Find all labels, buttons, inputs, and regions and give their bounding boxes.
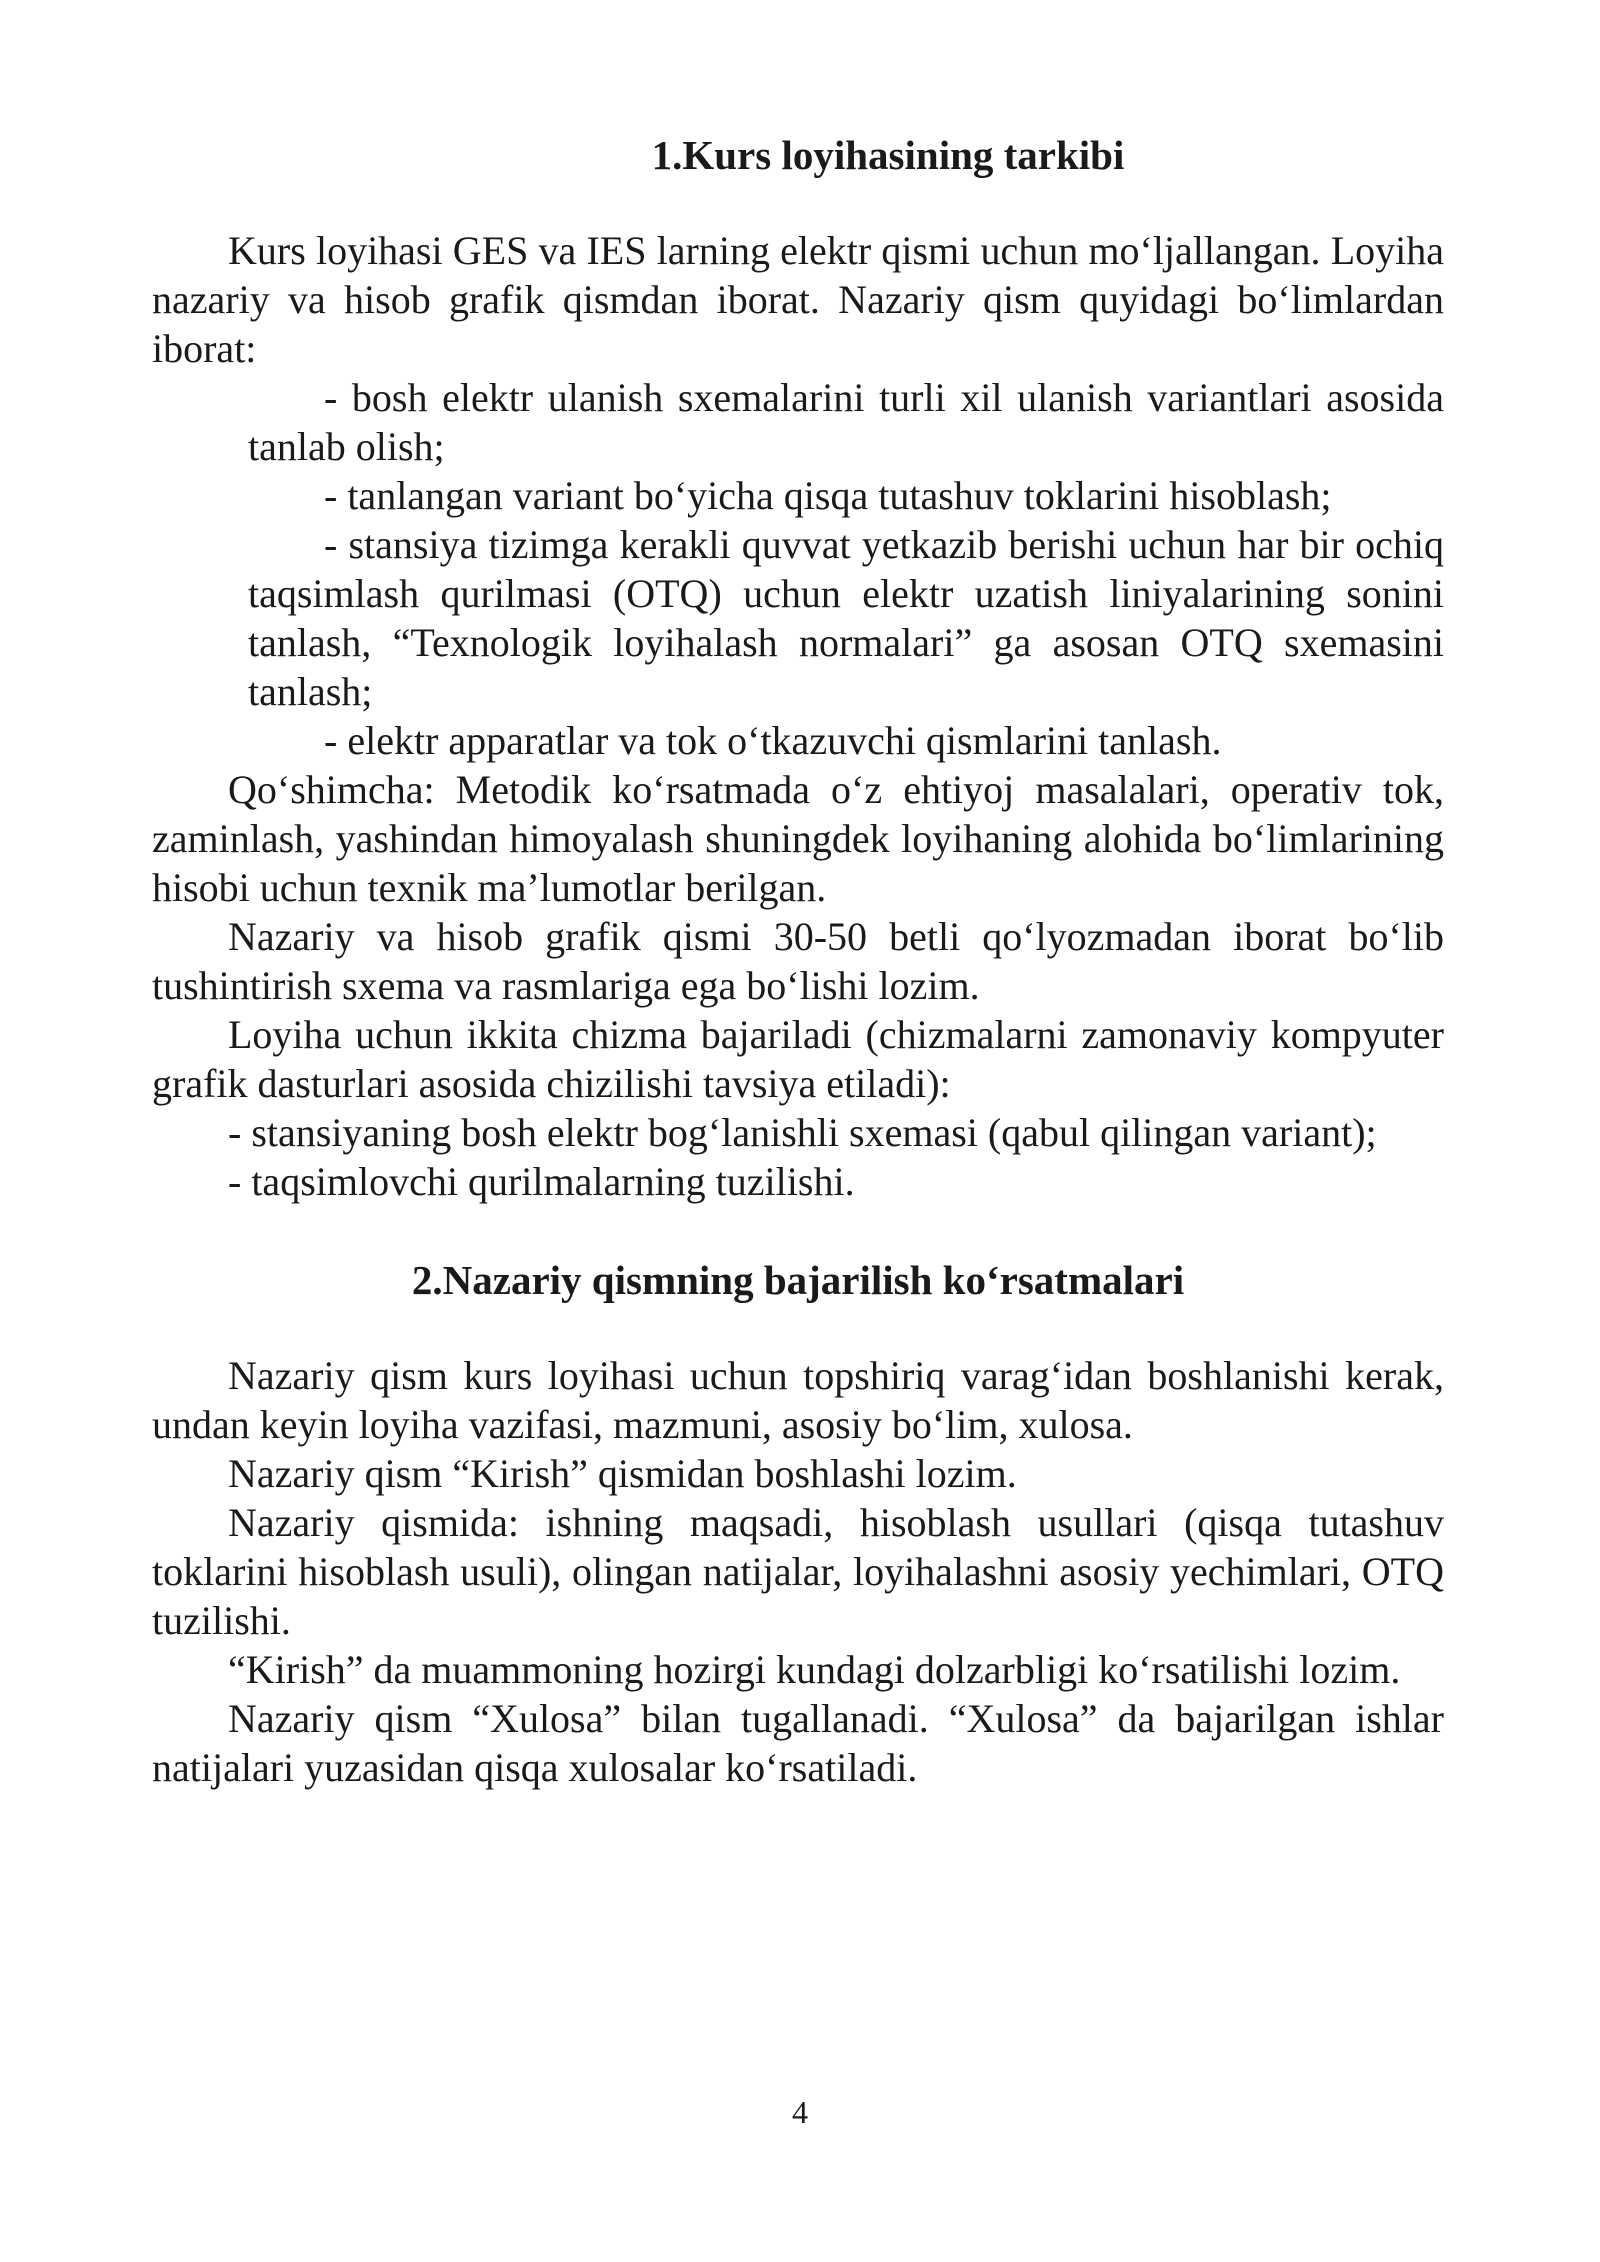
paragraph: Nazariy qism “Xulosa” bilan tugallanadi. “Xulosa” da bajarilgan ishlar natijalari yuzasidan qisqa xulosalar ko‘rsatiladi. [152,1696,1444,1790]
list-item: - bosh elektr ulanish sxemalarini turli xil ulanish variantlari asosida tanlab olish; [248,375,1444,469]
list-item: - tanlangan variant bo‘yicha qisqa tutashuv toklarini hisoblash; [324,473,1332,518]
paragraph: Qo‘shimcha: Metodik ko‘rsatmada o‘z ehtiyoj masalalari, operativ tok, zaminlash, yashindan himoyalash shuningdek loyihaning alohida bo‘limlarining hisobi uchun texnik ma’lumotlar berilgan. [152,767,1444,910]
list-item: - stansiya tizimga kerakli quvvat yetkazib berishi uchun har bir ochiq taqsimlash qurilmasi (OTQ) uchun elektr uzatish liniyalarining sonini tanlash, “Texnologik loyihalash normalari” ga asosan OTQ sxemasini tanlash; [248,522,1444,714]
spacer [152,180,1444,226]
section-2-title: 2.Nazariy qismning bajarilish ko‘rsatmalari [411,1257,1185,1303]
paragraph: Nazariy va hisob grafik qismi 30-50 betli qo‘lyozmadan iborat bo‘lib tushintirish sxema va rasmlariga ega bo‘lishi lozim. [152,914,1444,1008]
section-1-intro: Kurs loyihasi GES va IES larning elektr qismi uchun mo‘ljallangan. Loyiha nazariy va hisob grafik qismdan iborat. Nazariy qism quyidagi bo‘limlardan iborat: [152,228,1444,371]
document-page [152,130,1444,1792]
list-item: - elektr apparatlar va tok o‘tkazuvchi qismlarini tanlash. [324,718,1222,763]
spacer [152,1305,1444,1351]
spacer [152,1206,1444,1255]
paragraph: Nazariy qismida: ishning maqsadi, hisoblash usullari (qisqa tutashuv toklarini hisoblash usuli), olingan natijalar, loyihalashni asosiy yechimlari, OTQ tuzilishi. [152,1500,1444,1643]
paragraph: - stansiyaning bosh elektr bog‘lanishli sxemasi (qabul qilingan variant); [228,1110,1377,1155]
paragraph: Nazariy qism “Kirish” qismidan boshlashi lozim. [228,1451,1017,1496]
page-number: 4 [792,2094,808,2130]
section-1-title: 1.Kurs loyihasining tarkibi [651,132,1125,178]
paragraph: - taqsimlovchi qurilmalarning tuzilishi. [228,1159,855,1204]
paragraph: Loyiha uchun ikkita chizma bajariladi (chizmalarni zamonaviy kompyuter grafik dasturlari asosida chizilishi tavsiya etiladi): [152,1012,1444,1106]
paragraph: “Kirish” da muammoning hozirgi kundagi dolzarbligi ko‘rsatilishi lozim. [228,1647,1401,1692]
paragraph: Nazariy qism kurs loyihasi uchun topshiriq varag‘idan boshlanishi kerak, undan keyin loyiha vazifasi, mazmuni, asosiy bo‘lim, xulosa. [152,1353,1444,1447]
